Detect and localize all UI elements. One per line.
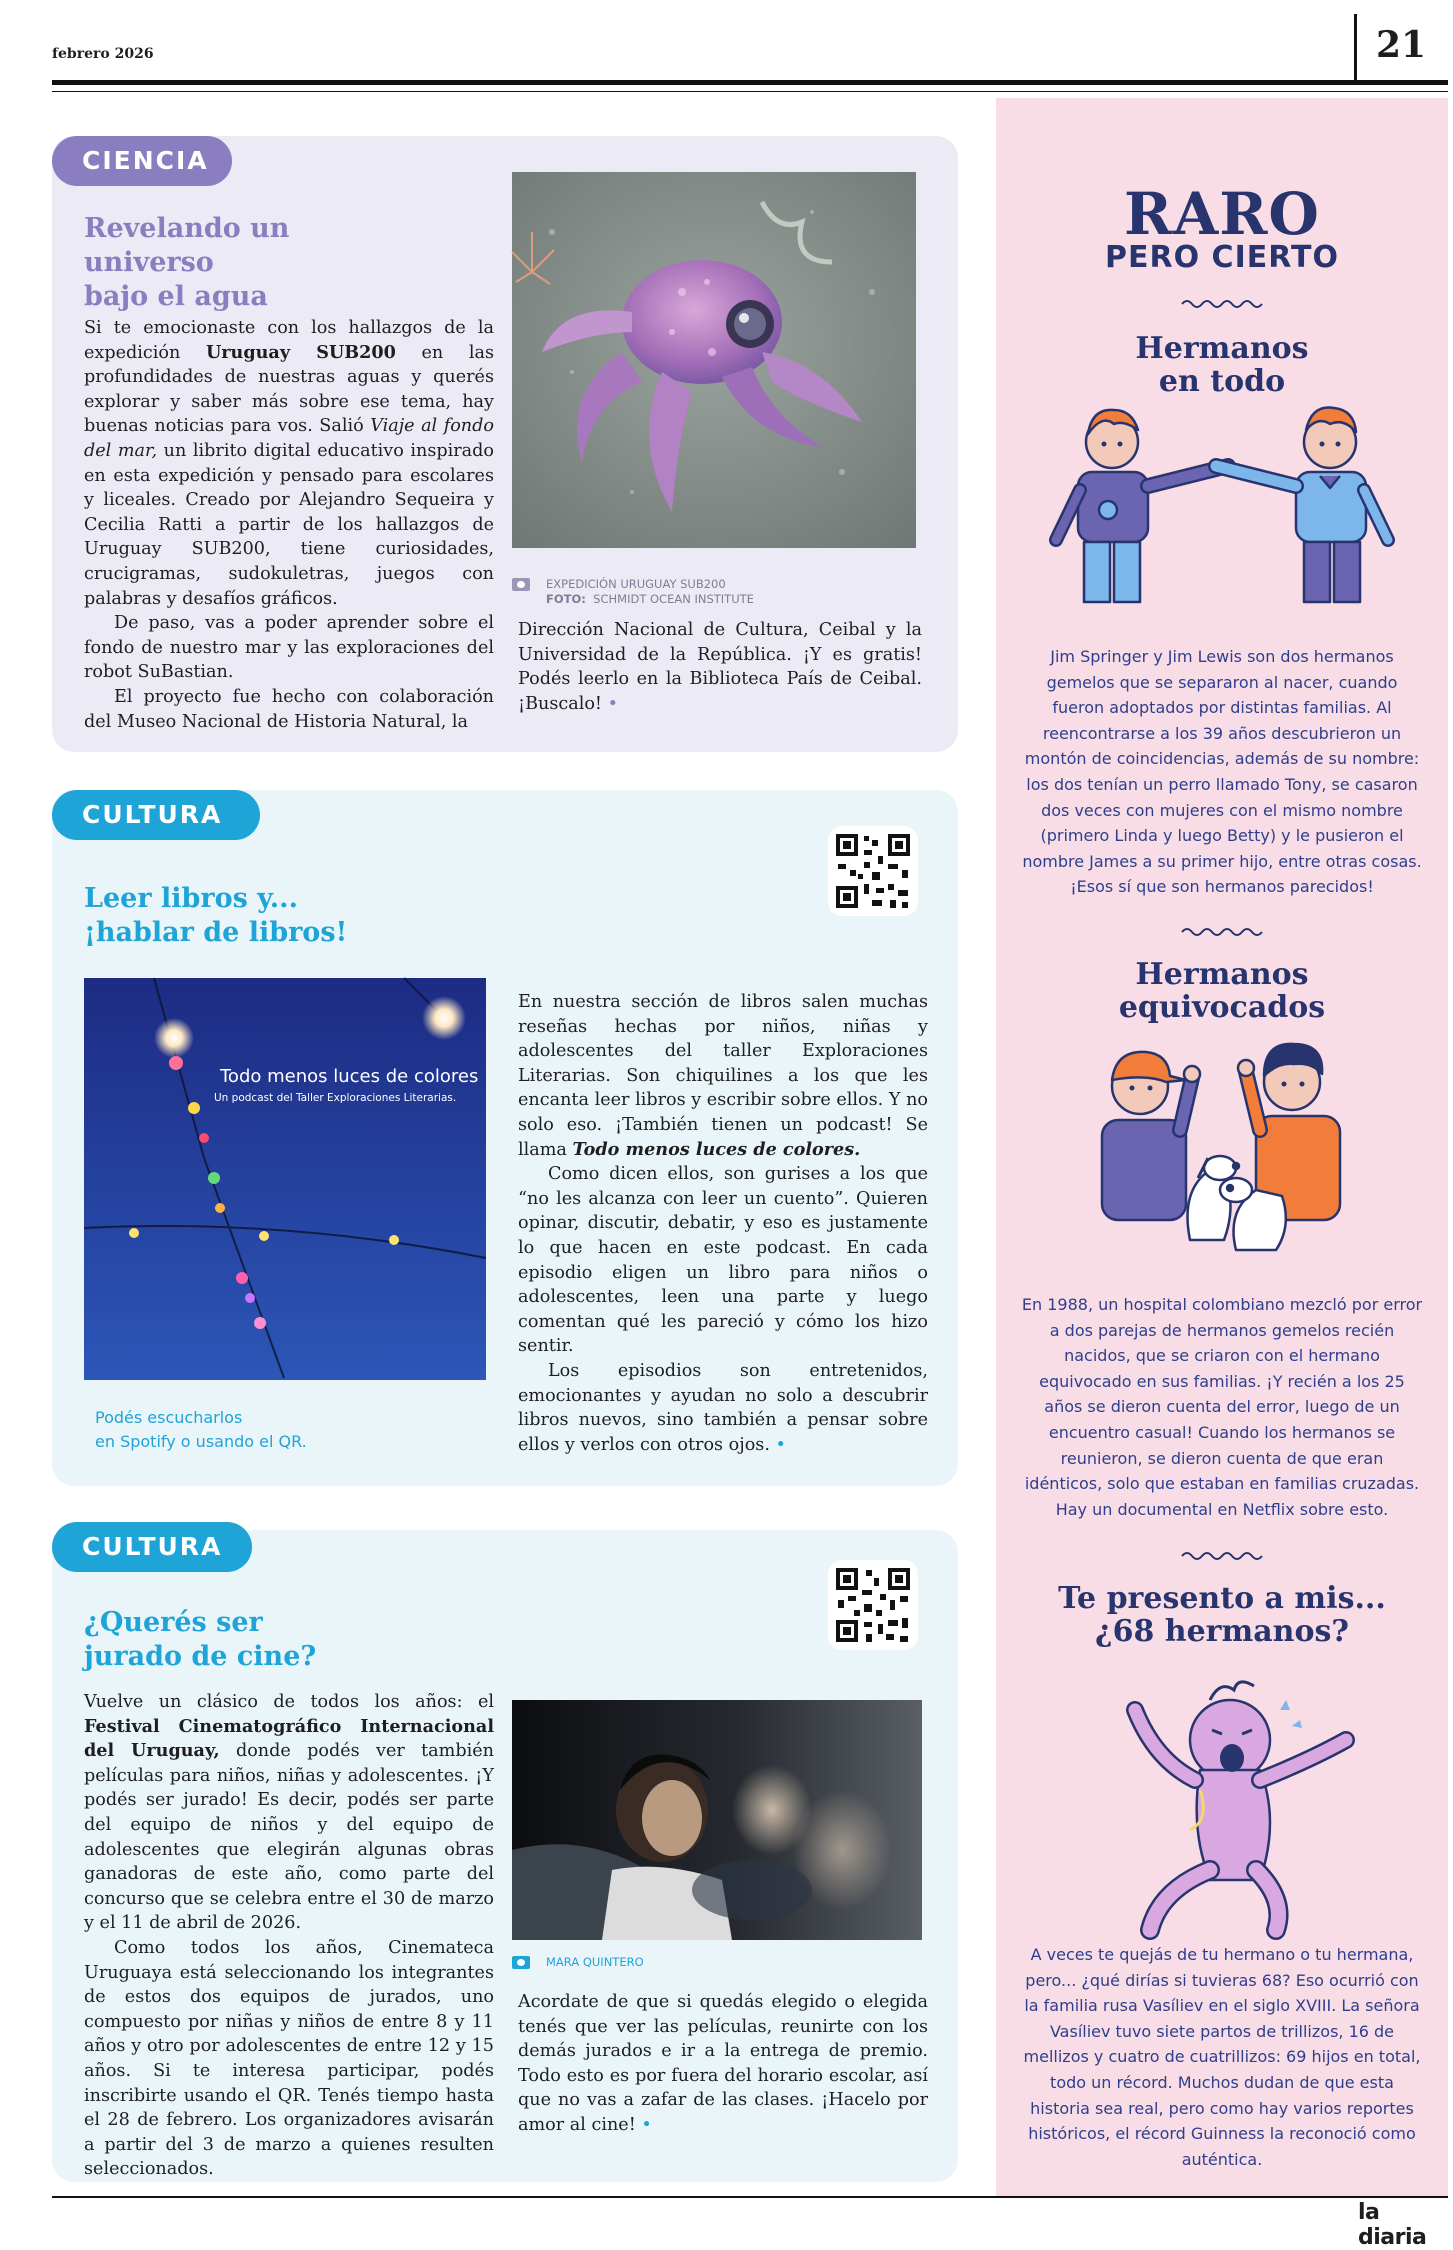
ladiaria-logo: la diaria: [1358, 2200, 1427, 2250]
cinema-photo: [512, 1700, 922, 1940]
cultura1-paragraph-1: En nuestra sección de libros salen muchas reseñas hechas por niños, niñas y adolescentes del taller Exploraciones Literarias. Son chiquilines a los que les encanta leer libros y escribir sobre ellos. Y no solo eso. ¡También tienen un podcast! Se llama Todo menos luces de colores.: [518, 992, 928, 1160]
cultura2-paragraph-3: Acordate de que si quedás elegido o elegida tenés que ver las películas, reunirte con los demás jurados e ir a la entrega de premio. Todo esto es por fuera del horario escolar, así que no vas a zafar de las clases. ¡Hacelo por amor al cine! •: [518, 1992, 928, 2135]
cultura1-title: [84, 882, 424, 950]
header-rule-thin: [52, 91, 1448, 92]
cultura2-body-right: [518, 1990, 928, 2138]
ciencia-body-right: [518, 618, 922, 716]
cinema-audience-image: [512, 1700, 922, 1940]
page-date: febrero 2026: [52, 46, 154, 62]
octopus-photo: [512, 172, 916, 548]
ciencia-paragraph-2: De paso, vas a poder aprender sobre el fondo de nuestro mar y las exploraciones del robot SuBastian.: [84, 613, 494, 683]
end-mark: •: [775, 1434, 786, 1455]
section-tag-cultura: CULTURA: [52, 790, 260, 840]
cultura2-title: [84, 1606, 424, 1674]
sidebar-section3-text: A veces te quejás de tu hermano o tu hermana, pero... ¿qué dirías si tuvieras 68? Eso ocurrió con la familia rusa Vasíliev en el siglo XVIII. La señora Vasíliev tuvo siete partos de trillizos, 16 de mellizos y cuatro de cuatrillizos: 69 hijos en total, todo un récord. Muchos dudan de que esta historia sea real, pero como hay varios reportes históricos, el récord Guinness la reconoció como auténtica.: [1023, 1945, 1421, 2169]
page-number: 21: [1376, 24, 1427, 66]
cultura2-paragraph-1: Vuelve un clásico de todos los años: el Festival Cinematográfico Internacional del Uruguay, donde podés ver también películas para niños, niñas y adolescentes. ¡Y podés ser jurado! Es decir, podés ser parte del equipo de niños y del equipo de adolescentes que elegirán algunas obras ganadoras de este año, como parte del concurso que se celebra entre el 30 de marzo y el 11 de abril de 2026.: [84, 1692, 494, 1934]
qr-code-icon: [828, 1560, 918, 1650]
podcast-note: [95, 1406, 475, 1454]
podcast-cover-art: [84, 978, 486, 1380]
cultura1-body: [518, 990, 928, 1457]
cultura2-photo-credit: MARA QUINTERO: [546, 1955, 644, 1969]
section-tag-ciencia: CIENCIA: [52, 136, 232, 186]
ciencia-title: [84, 212, 424, 314]
qr-code-icon: [828, 826, 918, 916]
sidebar-section1-title: Hermanos en todo: [1135, 331, 1309, 399]
crying-baby-illustration: [1080, 1670, 1370, 1940]
ciencia-paragraph-3-cont: Dirección Nacional de Cultura, Ceibal y la Universidad de la República. ¡Y es gratis! Podés leerlo en la Biblioteca País de Ceibal. ¡Buscalo! •: [518, 620, 922, 714]
cultura2-paragraph-2: Como todos los años, Cinemateca Uruguaya está seleccionando los integrantes de estos dos equipos de jurados, uno compuesto por niñas y niños de entre 8 y 11 años y otro por adolescentes de entre 12 y 15 años. Si te interesa participar, podés inscribirte usando el QR. Tenés tiempo hasta el 28 de febrero. Los organizadores avisarán a partir del 3 de marzo a quienes resulten seleccionados.: [84, 1937, 494, 2180]
sidebar-section3-title: Te presento a mis... ¿68 hermanos?: [1058, 1581, 1386, 1649]
ciencia-paragraph-3: El proyecto fue hecho con colaboración del Museo Nacional de Historia Natural, la: [84, 686, 494, 732]
octopus-illustration: [512, 172, 916, 548]
podcast-note-line1: Podés escucharlos: [95, 1408, 243, 1427]
sidebar-section2-title: Hermanos equivocados: [1118, 957, 1326, 1025]
twins-with-dogs-illustration: [1060, 1040, 1390, 1280]
podcast-cover-image: [84, 978, 486, 1380]
podcast-note-line2: en Spotify o usando el QR.: [95, 1432, 307, 1451]
ciencia-title-line2: bajo el agua: [84, 281, 268, 312]
header-divider: [1354, 14, 1357, 84]
twins-pointing-illustration: [1030, 400, 1416, 610]
end-mark: •: [641, 2114, 652, 2135]
cultura2-title-line2: jurado de cine?: [84, 1641, 317, 1672]
podcast-cover-subtitle: Un podcast del Taller Exploraciones Literarias.: [214, 1092, 457, 1104]
cultura1-paragraph-2: Como dicen ellos, son gurises a los que “no les alcanza con leer un cuento”. Quieren opinar, discutir, debatir, y eso es justamente lo que hacen en este podcast. En cada episodio eligen un libro para niños o adolescentes, leen una parte y luego comentan qué les pareció y cómo los hizo sentir.: [518, 1164, 928, 1357]
photo-credit-line2: SCHMIDT OCEAN INSTITUTE: [593, 592, 754, 606]
ciencia-body-left: [84, 316, 494, 734]
sidebar-subtitle: PERO CIERTO: [1105, 240, 1339, 275]
squiggle-divider-icon: [1180, 926, 1264, 938]
podcast-cover-title: Todo menos luces de colores: [220, 1066, 479, 1087]
squiggle-divider-icon: [1180, 298, 1264, 310]
ciencia-paragraph-1: Si te emocionaste con los hallazgos de la expedición Uruguay SUB200 en las profundidades de nuestras aguas y querés explorar y saber más sobre ese tema, hay buenas noticias para vos. Salió Viaje al fondo del mar, un librito digital educativo inspirado en esta expedición y pensado para escolares y liceales. Creado por Alejandro Sequeira y Cecilia Ratti a partir de los hallazgos de Uruguay SUB200, tiene curiosidades, crucigramas, sudokuletras, juegos con palabras y desafíos gráficos.: [84, 318, 494, 609]
photo-credit-label: FOTO:: [546, 592, 586, 606]
section-tag-cultura: CULTURA: [52, 1522, 252, 1572]
cultura1-title-line2: ¡hablar de libros!: [84, 917, 348, 948]
cultura2-body-left: [84, 1690, 494, 2182]
squiggle-divider-icon: [1180, 1550, 1264, 1562]
qr-code-podcast[interactable]: [828, 826, 918, 916]
sidebar-title: RARO: [1124, 180, 1320, 248]
camera-icon: [512, 1956, 530, 1969]
photo-credit-line1: EXPEDICIÓN URUGUAY SUB200: [546, 577, 726, 591]
ciencia-title-line1: Revelando un universo: [84, 213, 290, 278]
sidebar-section1-text: Jim Springer y Jim Lewis son dos hermanos gemelos que se separaron al nacer, cuando fueron adoptados por distintas familias. Al reencontrarse a los 39 años descubrieron un montón de coincidencias, además de su nombre: los dos tenían un perro llamado Tony, se casaron dos veces con mujeres con el mismo nombre (primero Linda y luego Betty) y le pusieron el nombre James a su primer hijo, entre otras cosas. ¡Esos sí que son hermanos parecidos!: [1022, 647, 1422, 897]
header-rule: [52, 80, 1448, 85]
qr-code-jurado[interactable]: [828, 1560, 918, 1650]
footer-rule: [52, 2196, 1448, 2198]
cultura2-title-line1: ¿Querés ser: [84, 1607, 263, 1638]
sidebar-section2-text: En 1988, un hospital colombiano mezcló por error a dos parejas de hermanos gemelos recién nacidos, que se criaron con el hermano equivocado en sus familias. ¡Y recién a los 25 años se dieron cuenta del error, luego de un encuentro casual! Cuando los hermanos se reunieron, se dieron cuenta de que eran idénticos, solo que estaban en familias cruzadas. Hay un documental en Netflix sobre esto.: [1021, 1295, 1423, 1519]
cultura1-paragraph-3: Los episodios son entretenidos, emocionantes y ayudan no solo a descubrir libros nuevos, sino también a pensar sobre ellos y verlos con otros ojos. •: [518, 1360, 928, 1455]
camera-icon: [512, 578, 530, 591]
ciencia-photo-credit: [546, 577, 846, 607]
cultura1-title-line1: Leer libros y...: [84, 883, 298, 914]
end-mark: •: [607, 693, 618, 714]
